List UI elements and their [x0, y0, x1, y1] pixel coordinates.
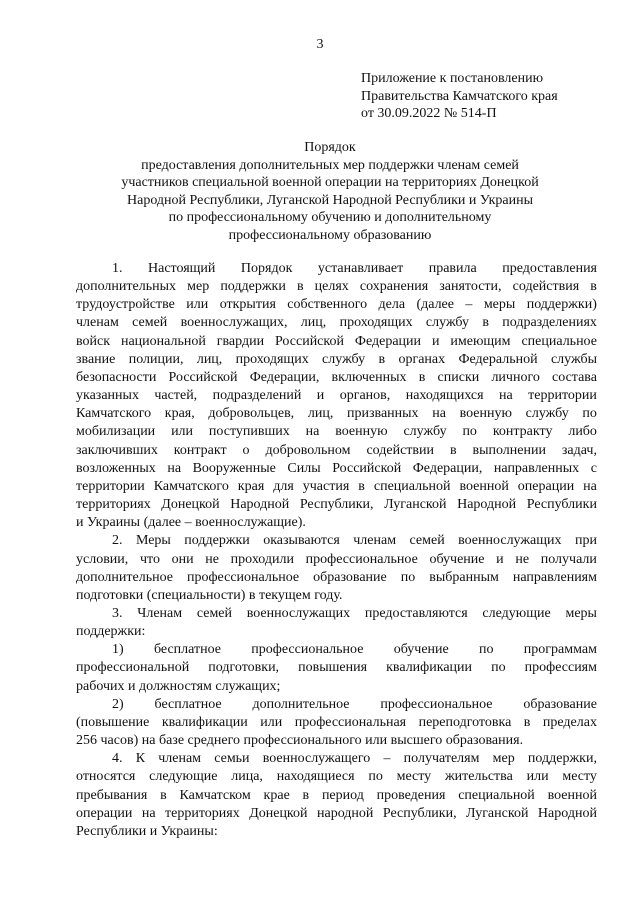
text-line: 256 часов) на базе среднего профессионального или высшего образования. [76, 733, 524, 749]
text-line: подготовки (специальности) в текущем году. [76, 587, 343, 603]
text-line: 2. Меры поддержки оказываются членам семей военнослужащих при [112, 533, 597, 549]
text-line: (повышение квалификации или профессиональная переподготовка в пределах [76, 714, 597, 730]
text-line: 1. Настоящий Порядок устанавливает правила предоставления [112, 261, 597, 276]
text-line: дополнительное профессиональное образование по выбранным направлениям [76, 569, 597, 585]
text-line: дополнительных мер поддержки в целях сохранения занятости, содействия в [76, 279, 597, 295]
text-line: рабочих и должностям служащих; [76, 678, 281, 694]
title-line: Народной Республики, Луганской Народной Республики и Украины [127, 192, 533, 208]
document-body [76, 260, 597, 841]
paragraph-p3_1 [76, 641, 597, 695]
text-line: звание полиции, лиц, проходящих службу в органах Федеральной службы [76, 351, 597, 367]
appendix-line: от 30.09.2022 № 514-П [361, 106, 497, 121]
text-line: относятся следующие лица, находящиеся по месту жительства или месту [76, 769, 597, 785]
text-line: безопасности Российской Федерации, включенных в списки личного состава [76, 369, 597, 385]
text-line: Камчатского края, добровольцев, лиц, призванных на военную службу по [76, 406, 597, 422]
paragraph-p2 [76, 532, 597, 605]
text-line: заключивших контракт о добровольном содействии в выполнении задач, [76, 442, 597, 458]
text-line: поддержки: [76, 624, 146, 640]
title-line: участников специальной военной операции на территориях Донецкой [121, 175, 539, 190]
text-line: 1) бесплатное профессиональное обучение по программам [112, 642, 597, 658]
text-line: мобилизации или поступивших на военную службу по контракту либо [76, 424, 597, 440]
title-heading: Порядок [304, 140, 356, 155]
text-line: членам семей военнослужащих, лиц, проходящих службу в подразделениях [76, 315, 597, 331]
title-line: по профессиональному обучению и дополнительному [168, 210, 492, 225]
paragraph-p4 [76, 750, 597, 841]
appendix-line: Приложение к постановлению [361, 71, 544, 86]
text-line: возложенных на Вооруженные Силы Российской Федерации, направленных с [76, 460, 597, 476]
paragraph-p1 [76, 260, 597, 532]
paragraph-p3 [76, 605, 597, 641]
appendix-header [361, 70, 621, 123]
page-number: 3 [316, 37, 324, 52]
text-line: территории Камчатского края для участия в специальной военной операции на [76, 478, 597, 494]
document-title [60, 139, 600, 244]
text-line: операции на территориях Донецкой народной Республики, Луганской Народной [76, 805, 597, 821]
appendix-line: Правительства Камчатского края [361, 88, 558, 104]
text-line: указанных частей, подразделений и органов, находящихся на территории [76, 388, 597, 404]
text-line: территориях Донецкой Народной Республики, Луганской Народной Республики [76, 497, 597, 513]
title-line: профессиональному образованию [228, 227, 432, 243]
text-line: профессиональной подготовки, повышения квалификации по профессиям [76, 660, 597, 676]
text-line: войск национальной гвардии Российской Федерации и имеющим специальное [76, 333, 597, 349]
text-line: условии, что они не проходили профессиональное обучение и не получали [76, 551, 597, 567]
text-line: 2) бесплатное дополнительное профессиональное образование [112, 696, 597, 712]
paragraph-p3_2 [76, 696, 597, 750]
text-line: и Украины (далее – военнослужащие). [76, 515, 306, 531]
text-line: 3. Членам семей военнослужащих предоставляются следующие меры [112, 605, 597, 621]
text-line: Республики и Украины: [76, 823, 218, 839]
text-line: трудоустройстве или открытия собственного дела (далее – меры поддержки) [76, 297, 597, 313]
title-line: предоставления дополнительных мер поддержки членам семей [141, 157, 519, 173]
text-line: пребывания в Камчатском крае в период проведения специальной военной [76, 787, 597, 803]
text-line: 4. К членам семьи военнослужащего – получателям мер поддержки, [112, 751, 597, 767]
